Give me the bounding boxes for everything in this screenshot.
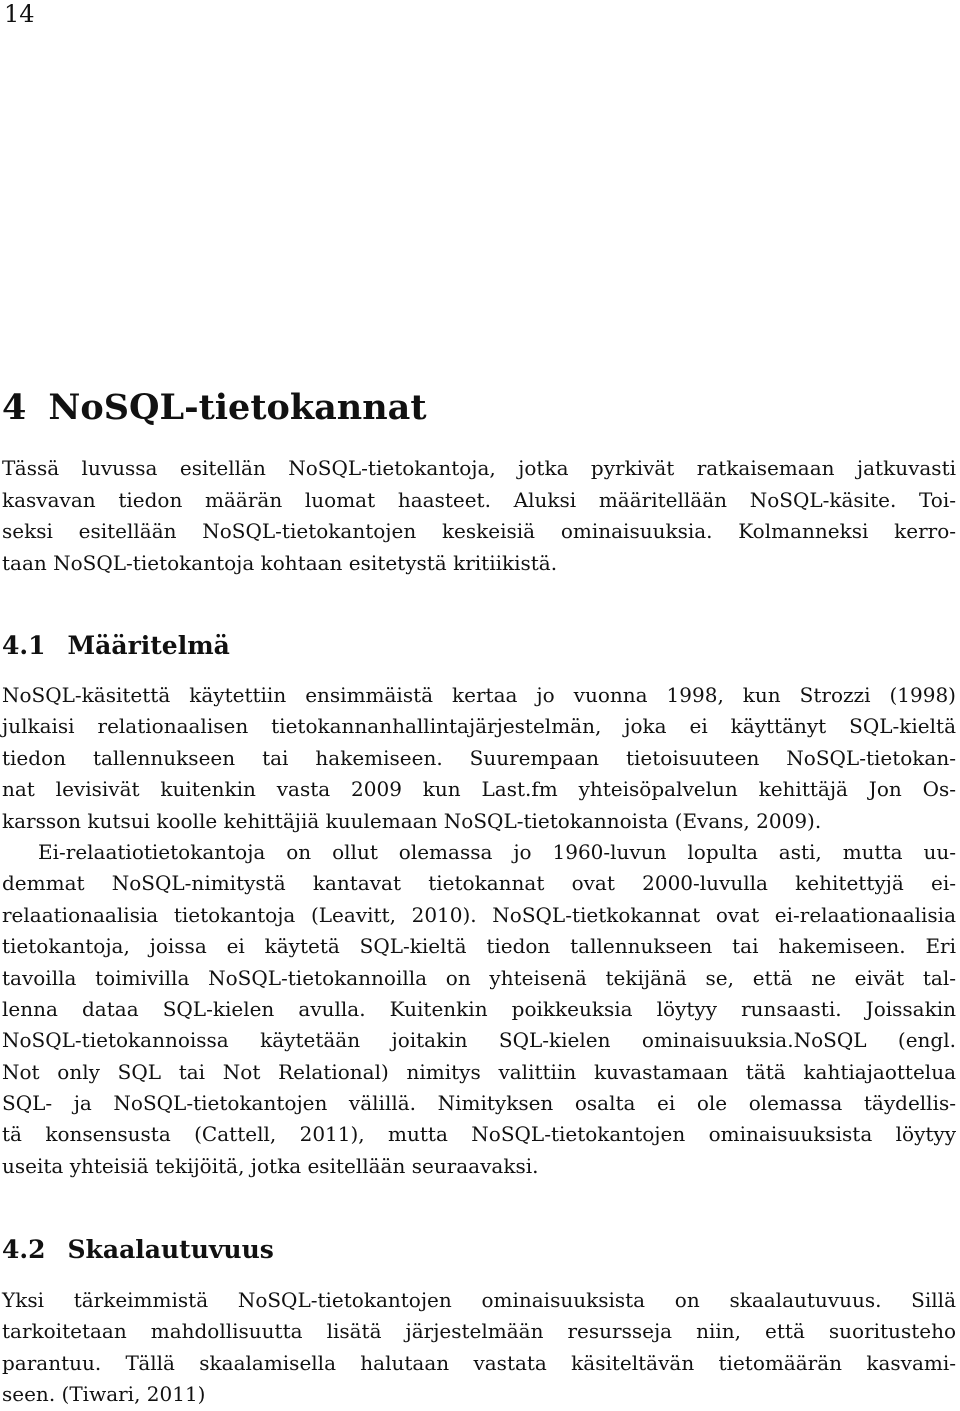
section-number: 4.1: [2, 631, 46, 660]
section-heading-4-2: [2, 1233, 274, 1267]
section-4-1-body: [2, 680, 956, 1182]
body-line: tavoilla toimivilla NoSQL-tietokannoilla on yhteisenä tekijänä se, että ne eivät tal-: [2, 965, 956, 990]
body-line: tietokantoja, joissa ei käytetä SQL-kieltä tiedon tallennukseen tai hakemiseen. Eri: [2, 934, 956, 959]
body-line: relaationaalisia tietokantoja (Leavitt, 2010). NoSQL-tietkokannat ovat ei-relaationaalisia: [2, 902, 956, 927]
body-line: tä konsensusta (Cattell, 2011), mutta NoSQL-tietokantojen ominaisuuksista löytyy: [2, 1122, 956, 1147]
body-line: tiedon tallennukseen tai hakemiseen. Suurempaan tietoisuuteen NoSQL-tietokan-: [2, 745, 956, 770]
chapter-number: 4: [2, 387, 27, 428]
section-number: 4.2: [2, 1235, 46, 1264]
body-line: Ei-relaatiotietokantoja on ollut olemassa jo 1960-luvun lopulta asti, mutta uu-: [38, 839, 956, 864]
body-line: Yksi tärkeimmistä NoSQL-tietokantojen ominaisuuksista on skaalautuvuus. Sillä: [2, 1288, 956, 1312]
body-line: SQL- ja NoSQL-tietokantojen välillä. Nimityksen osalta ei ole olemassa täydellis-: [2, 1091, 956, 1116]
section-4-2-body: [2, 1285, 956, 1411]
section-title-text: Määritelmä: [67, 631, 230, 660]
body-line: tarkoitetaan mahdollisuutta lisätä järjestelmään resursseja niin, että suoritusteho: [2, 1319, 956, 1344]
intro-paragraph: [2, 453, 956, 579]
page-number: 14: [4, 0, 35, 28]
body-line: demmat NoSQL-nimitystä kantavat tietokannat ovat 2000-luvulla kehitettyjä ei-: [2, 871, 956, 896]
intro-line: kasvavan tiedon määrän luomat haasteet. Aluksi määritellään NoSQL-käsite. Toi-: [2, 487, 956, 512]
intro-line: taan NoSQL-tietokantoja kohtaan esitetystä kritiikistä.: [2, 550, 558, 575]
body-line: useita yhteisiä tekijöitä, jotka esitellään seuraavaksi.: [2, 1153, 539, 1178]
body-line: lenna dataa SQL-kielen avulla. Kuitenkin poikkeuksia löytyy runsaasti. Joissakin: [2, 996, 956, 1021]
body-line: NoSQL-käsitettä käytettiin ensimmäistä kertaa jo vuonna 1998, kun Strozzi (1998): [2, 683, 956, 707]
body-line: nat levisivät kuitenkin vasta 2009 kun Last.fm yhteisöpalvelun kehittäjä Jon Os-: [2, 777, 956, 802]
body-line: Not only SQL tai Not Relational) nimitys valittiin kuvastamaan tätä kahtiajaottelua: [2, 1059, 956, 1084]
body-line: parantuu. Tällä skaalamisella halutaan vastata käsiteltävän tietomäärän kasvami-: [2, 1350, 956, 1375]
body-line: julkaisi relationaalisen tietokannanhallintajärjestelmän, joka ei käyttänyt SQL-kieltä: [2, 714, 956, 739]
chapter-title-text: NoSQL-tietokannat: [48, 387, 427, 428]
intro-line: Tässä luvussa esitellän NoSQL-tietokantoja, jotka pyrkivät ratkaisemaan jatkuvasti: [2, 456, 956, 480]
chapter-title: [2, 386, 427, 430]
section-title-text: Skaalautuvuus: [67, 1235, 274, 1264]
section-heading-4-1: [2, 629, 230, 663]
body-line: karsson kutsui koolle kehittäjiä kuulemaan NoSQL-tietokannoista (Evans, 2009).: [2, 808, 822, 833]
body-line: seen. (Tiwari, 2011): [2, 1382, 206, 1407]
body-line: NoSQL-tietokannoissa käytetään joitakin SQL-kielen ominaisuuksia.NoSQL (engl.: [2, 1028, 956, 1053]
intro-line: seksi esitellään NoSQL-tietokantojen keskeisiä ominaisuuksia. Kolmanneksi kerro-: [2, 519, 956, 543]
